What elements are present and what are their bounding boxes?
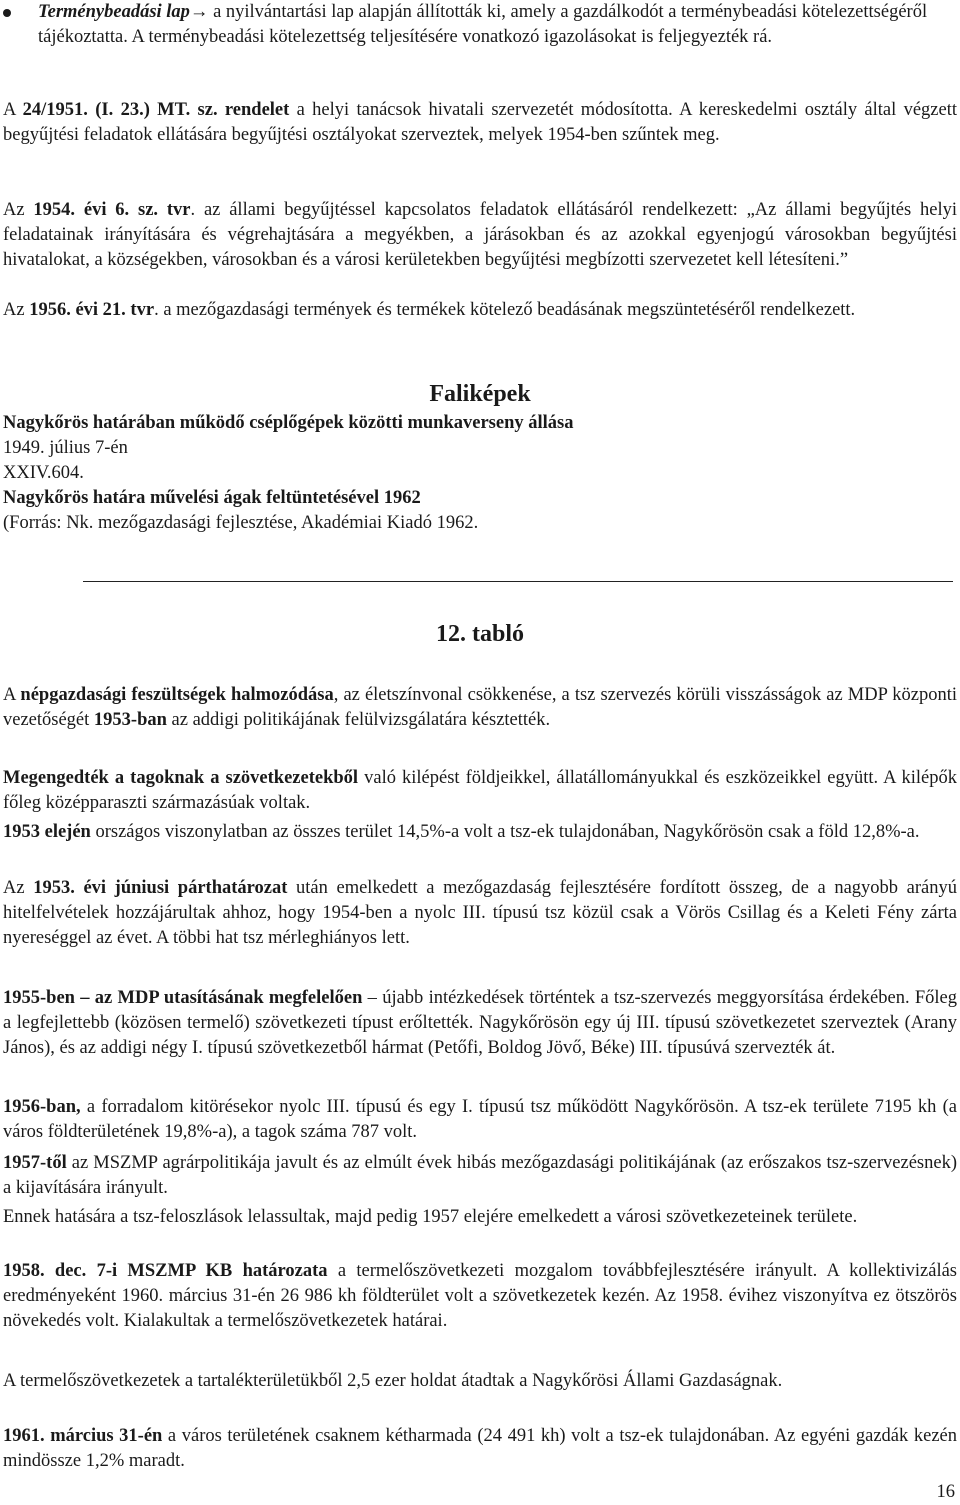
tablo-paragraph-1: A népgazdasági feszültségek halmozódása, az életszínvonal csökkenése, a tsz szervezés körüli visszásságok az MDP központi vezetőségét 1953-ban az addigi politikájának felülvizsgálatára késztették. bbox=[3, 685, 958, 730]
bullet-text: Terménybeadási lap→ a nyilvántartási lap alapján állították ki, amely a gazdálkodót a terménybeadási kötelezettségéről tájékoztatta. A terménybeadási kötelezettség teljesítésére vonatkozó igazolásokat is feljegyezték rá. bbox=[38, 2, 928, 47]
tablo-paragraph-7: 1957-től az MSZMP agrárpolitikája javult és az elmúlt évek hibás mezőgazdasági politikájának (az erőszakos tsz-szervezésnek) a kijavítására irányult. bbox=[3, 1153, 957, 1198]
falikep-item-2-title: Nagykőrös határa művelési ágak feltüntetésével 1962 bbox=[3, 488, 421, 508]
bullet-title: Terménybeadási lap→ bbox=[38, 2, 209, 22]
tablo-paragraph-8: Ennek hatására a tsz-feloszlások lelassultak, majd pedig 1957 elejére emelkedett a városi szövetkezeteinek területe. bbox=[3, 1207, 858, 1227]
tablo-paragraph-4: Az 1953. évi júniusi párthatározat után emelkedett a mezőgazdaság fejlesztésére fordított összeg, de a nagyobb arányú hitelfelvételek hozzájárultak ahhoz, hogy 1954-ben a nyolc III. típusú tsz közül csak a Vörös Csillag és a Keleti Fény zárta nyereséggel az évet. A többi hat tsz mérleghiányos lett. bbox=[3, 878, 957, 948]
tablo-paragraph-9: 1958. dec. 7-i MSZMP KB határozata a termelőszövetkezeti mozgalom továbbfejlesztésére irányult. A kollektivizálás eredményeként 1960. március 31-én 26 986 kh földterület volt a szövetkezetek kezén. Az 1958. évihez viszonyítva ez ötszörös növekedés volt. Kialakultak a termelőszövetkezetek határai. bbox=[3, 1261, 957, 1331]
horizontal-divider bbox=[83, 581, 953, 582]
tablo-paragraph-2: Megengedték a tagoknak a szövetkezetekből való kilépést földjeikkel, állatállományukkal és eszközeikkel együtt. A kilépők főleg középparaszti származásúak voltak. bbox=[3, 768, 958, 813]
falikep-item-1-date: 1949. július 7-én bbox=[3, 438, 128, 458]
paragraph-rendelet: A 24/1951. (I. 23.) MT. sz. rendelet a helyi tanácsok hivatali szervezetét módosította. A kereskedelmi osztály által végzett begyűjtési feladatok ellátására begyűjtési osztályokat szerveztek, melyek 1954-ben szűntek meg. bbox=[3, 100, 958, 145]
falikep-item-1-title: Nagykőrös határában működő cséplőgépek közötti munkaverseny állása bbox=[3, 413, 574, 433]
paragraph-tvr-1954: Az 1954. évi 6. sz. tvr. az állami begyűjtéssel kapcsolatos feladatok ellátásáról rendelkezett: „Az állami begyűjtés helyi feladatainak irányítására és végrehajtására a megyékben, a járásokban és az azokkal egyenjogú városokban begyűjtési hivatalokat, a községekben, városokban és a városi kerületekben begyűjtési megbízotti szervezetet kell létesíteni.” bbox=[3, 200, 957, 270]
tablo-paragraph-11: 1961. március 31-én a város területének csaknem kétharmada (24 491 kh) volt a tsz-ek tulajdonában. Az egyéni gazdák kezén mindössze 1,2% maradt. bbox=[3, 1426, 957, 1471]
section-heading-tablo: 12. tabló bbox=[435, 621, 524, 647]
tablo-paragraph-5: 1955-ben – az MDP utasításának megfelelően – újabb intézkedések történtek a tsz-szervezés meggyorsítása érdekében. Főleg a legfejlettebb (közösen termelő) szövetkezeti típust erőltették. Nagykőrösön egy új III. típusú szövetkezetet szerveztek (Arany János), és az addigi négy I. típusú szövetkezetből hármat (Petőfi, Boldog Jövő, Béke) III. típusúvá szervezték át. bbox=[3, 988, 957, 1058]
bullet-item bbox=[3, 0, 957, 69]
section-heading-falikepek: Faliképek bbox=[429, 381, 531, 407]
tablo-paragraph-10: A termelőszövetkezetek a tartalékterületükből 2,5 ezer holdat átadtak a Nagykőrösi Állami Gazdaságnak. bbox=[3, 1371, 783, 1391]
paragraph-tvr-1956: Az 1956. évi 21. tvr. a mezőgazdasági termények és termékek kötelező beadásának megszüntetéséről rendelkezett. bbox=[3, 300, 856, 320]
page-number: 16 bbox=[936, 1482, 955, 1502]
tablo-paragraph-6: 1956-ban, a forradalom kitörésekor nyolc III. típusú és egy I. típusú tsz működött Nagykőrösön. A tsz-ek területe 7195 kh (a város földterületének 19,8%-a), a tagok száma 787 volt. bbox=[3, 1097, 957, 1142]
bullet-dot-icon bbox=[3, 9, 11, 17]
falikep-item-1-ref: XXIV.604. bbox=[3, 463, 84, 483]
tablo-paragraph-3: 1953 elején országos viszonylatban az összes terület 14,5%-a volt a tsz-ek tulajdonában, Nagykőrösön csak a föld 12,8%-a. bbox=[3, 822, 920, 842]
falikep-item-2-source: (Forrás: Nk. mezőgazdasági fejlesztése, Akadémiai Kiadó 1962. bbox=[3, 513, 479, 533]
